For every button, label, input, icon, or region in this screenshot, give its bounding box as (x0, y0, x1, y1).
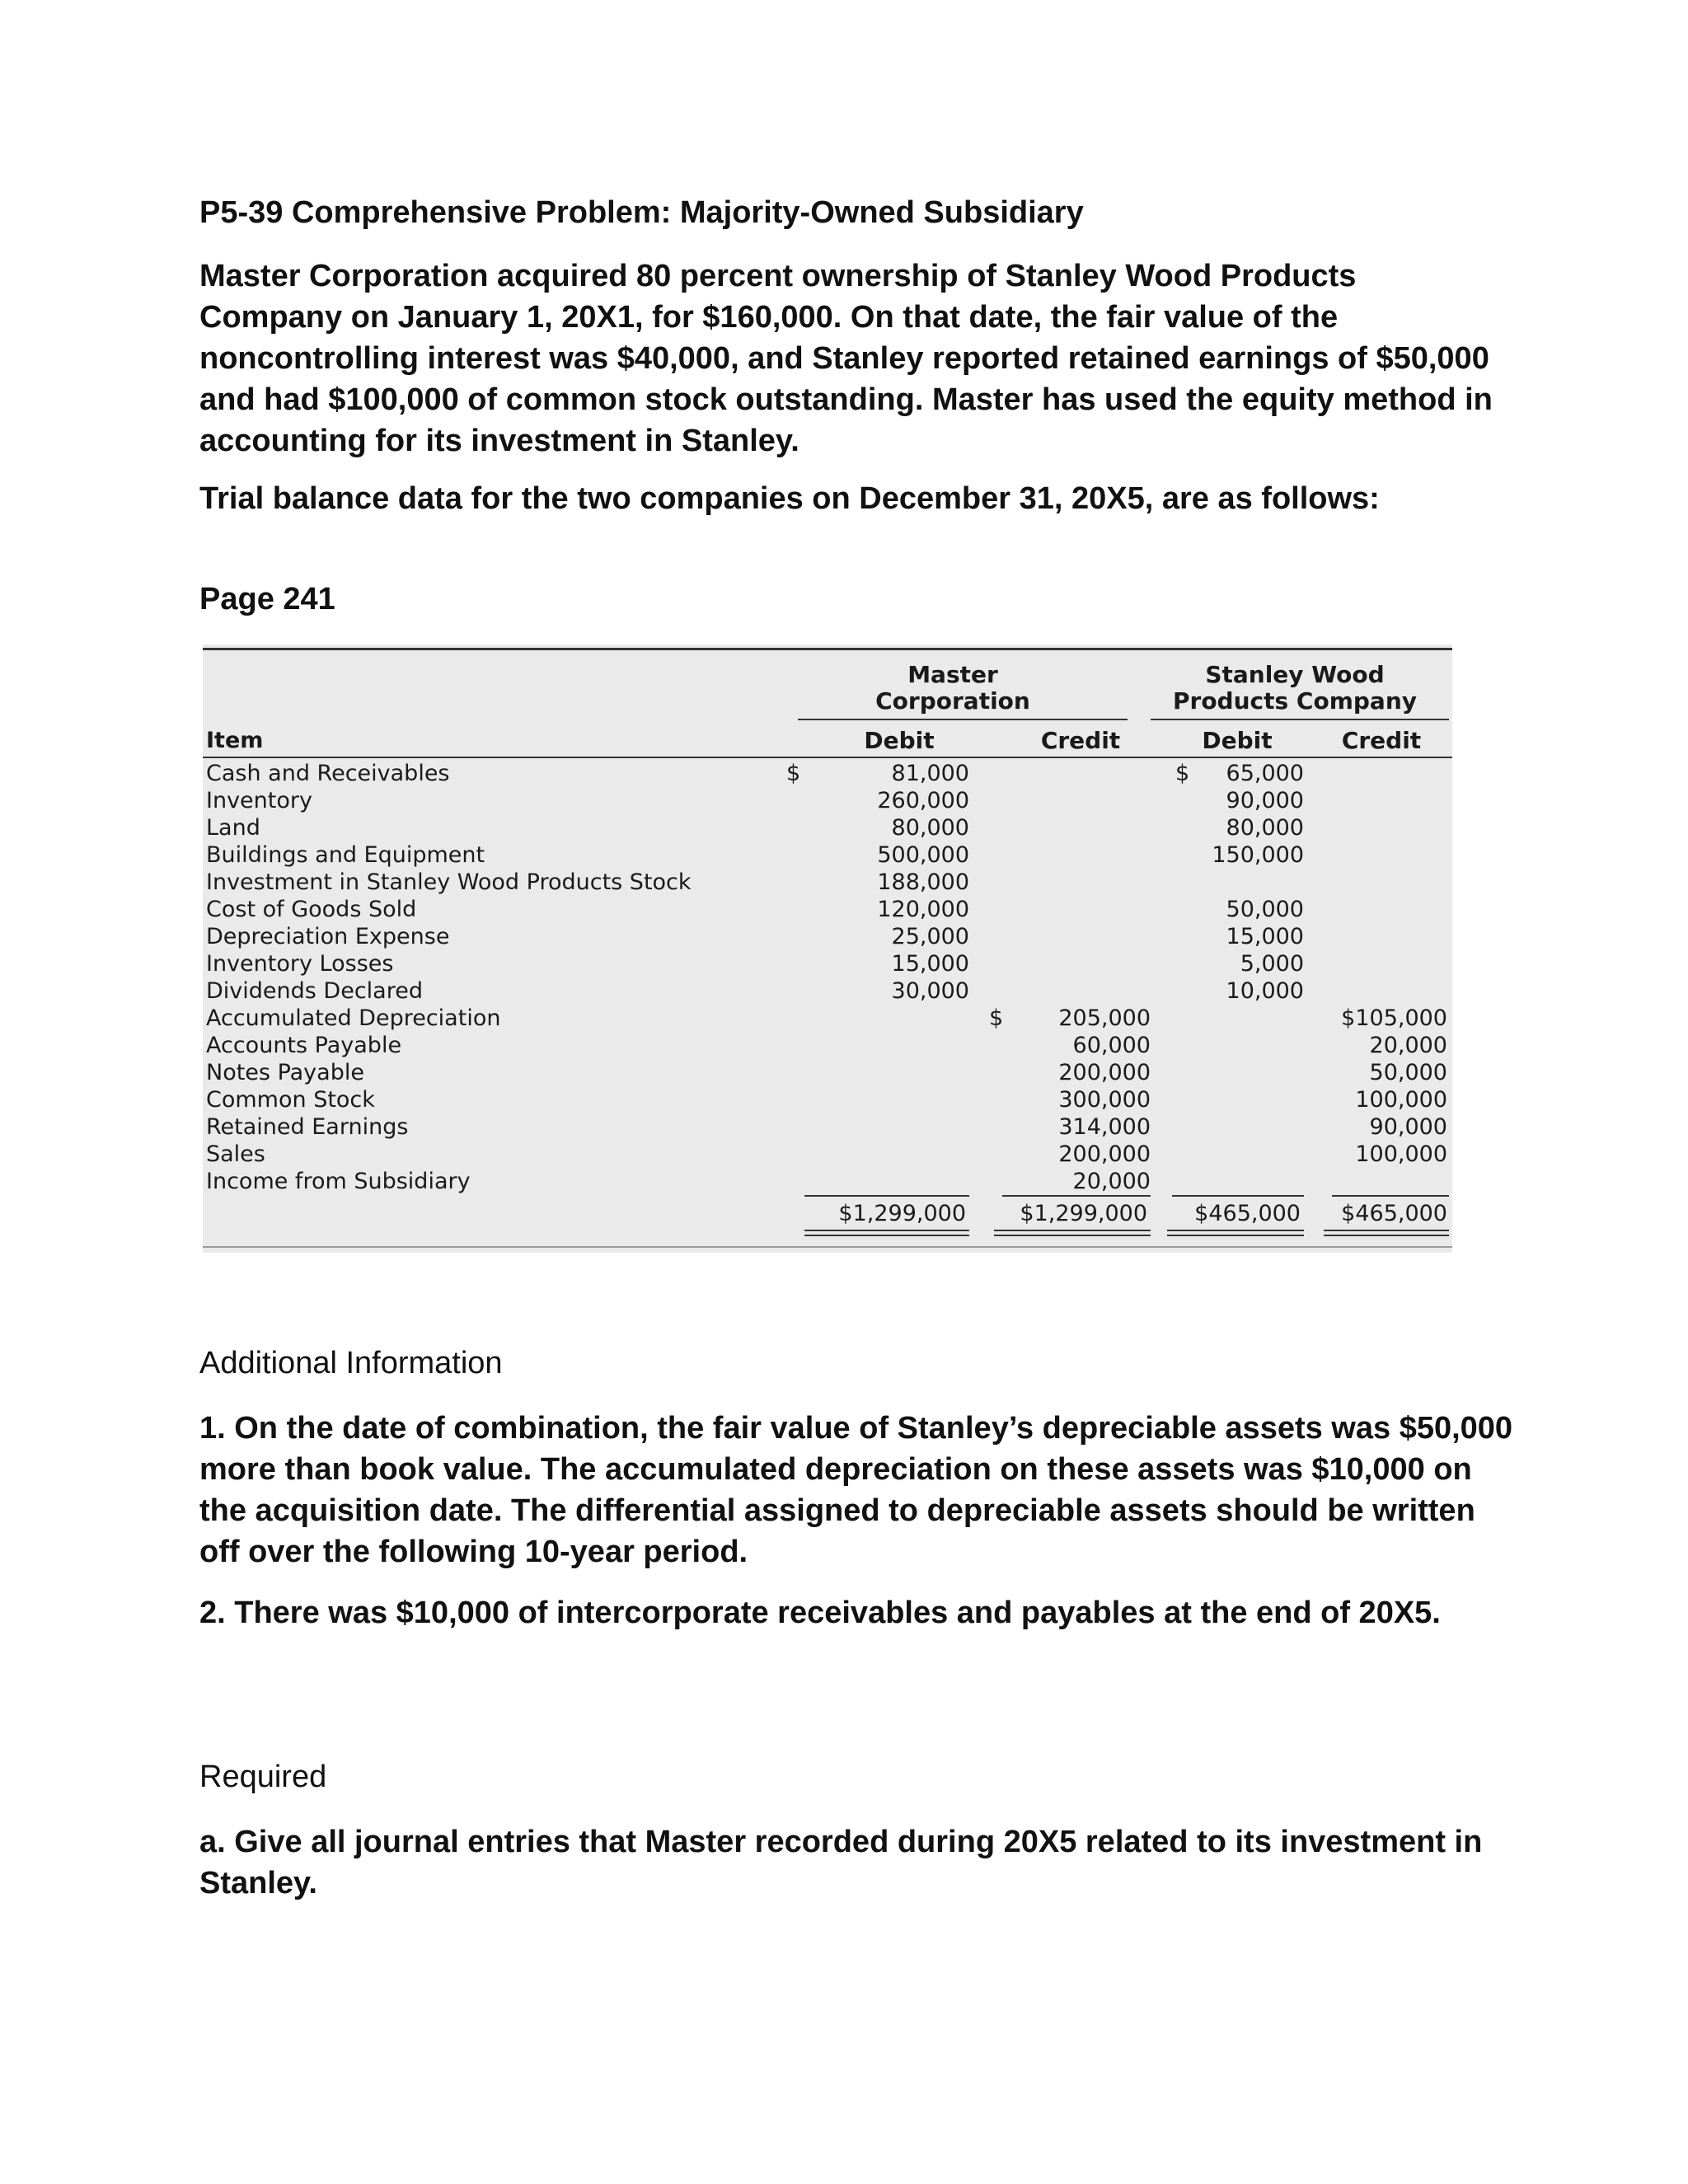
stanley-credit-header: Credit (1341, 727, 1422, 754)
master-debit-total: $1,299,000 (838, 1201, 966, 1226)
master-debit-cell: 15,000 (891, 951, 969, 977)
stanley-group-header-line1: Stanley Wood (1205, 661, 1385, 688)
problem-title-block (199, 193, 1502, 232)
stanley-credit-double-rule-2 (1324, 1235, 1449, 1236)
stanley-debit-cell: 65,000 (1226, 761, 1304, 786)
master-credit-double-rule-2 (994, 1235, 1151, 1236)
table-row (206, 1168, 1449, 1195)
stanley-group-header-line2: Products Company (1172, 687, 1418, 715)
row-item-label: Investment in Stanley Wood Products Stock (206, 869, 692, 895)
required-item-a: a. Give all journal entries that Master recorded during 20X5 related to its investment in Stanley. (199, 1825, 1483, 1900)
master-debit-cell: 30,000 (891, 978, 969, 1004)
master-debit-total-rule (804, 1195, 969, 1197)
row-item-label: Depreciation Expense (206, 924, 450, 949)
stanley-group-rule (1151, 719, 1449, 720)
page-label-block (199, 579, 1502, 620)
stanley-debit-total: $465,000 (1194, 1201, 1301, 1226)
row-item-label: Accounts Payable (206, 1033, 402, 1058)
intro-paragraph: Master Corporation acquired 80 percent ownership of Stanley Wood Products Company on January 1, 20X1, for $160,000. On that date, the fair value of the noncontrolling interest was $40,000, and Stanley reported retained earnings of $50,000 and had $100,000 of common stock outstanding. Master has used the equity method in accounting for its investment in Stanley. (199, 259, 1493, 458)
table-row (206, 814, 1449, 841)
stanley-debit-dollar-sign: $ (1175, 761, 1190, 786)
row-item-label: Accumulated Depreciation (206, 1005, 501, 1031)
page-label: Page 241 (199, 582, 335, 616)
info-item-1-block (199, 1408, 1518, 1572)
master-credit-header: Credit (1040, 727, 1121, 754)
stanley-credit-cell: 100,000 (1355, 1141, 1447, 1167)
stanley-debit-cell: 5,000 (1240, 951, 1304, 977)
master-debit-cell: 25,000 (891, 924, 969, 949)
master-debit-double-rule-2 (804, 1235, 969, 1236)
master-credit-cell: 300,000 (1058, 1087, 1151, 1113)
table-row (206, 923, 1449, 950)
master-credit-total: $1,299,000 (1020, 1201, 1147, 1226)
stanley-debit-header: Debit (1202, 727, 1273, 754)
stanley-debit-cell: 15,000 (1226, 924, 1304, 949)
required-a-block (199, 1821, 1502, 1904)
master-debit-cell: 188,000 (877, 869, 969, 895)
master-credit-cell: 60,000 (1072, 1033, 1151, 1058)
table-body (206, 760, 1449, 1195)
table-bottom-rule (203, 1246, 1452, 1248)
stanley-debit-double-rule-1 (1167, 1230, 1304, 1231)
master-debit-double-rule-1 (804, 1230, 969, 1231)
row-item-label: Common Stock (206, 1087, 375, 1113)
master-debit-cell: 80,000 (891, 815, 969, 841)
table-row (206, 841, 1449, 869)
master-credit-cell: 200,000 (1058, 1060, 1151, 1085)
row-item-label: Retained Earnings (206, 1114, 409, 1140)
stanley-debit-total-rule (1172, 1195, 1304, 1197)
header-rule (203, 757, 1452, 758)
table-row (206, 1141, 1449, 1168)
row-item-label: Inventory Losses (206, 951, 394, 977)
row-item-label: Land (206, 815, 260, 841)
info-item-2: 2. There was $10,000 of intercorporate receivables and payables at the end of 20X5. (199, 1596, 1441, 1630)
row-item-label: Sales (206, 1141, 265, 1167)
problem-title: P5-39 Comprehensive Problem: Majority-Owned Subsidiary (199, 195, 1084, 230)
row-item-label: Cash and Receivables (206, 761, 450, 786)
master-credit-cell: 205,000 (1058, 1005, 1151, 1031)
master-credit-cell: 20,000 (1072, 1169, 1151, 1194)
row-item-label: Income from Subsidiary (206, 1169, 471, 1194)
stanley-credit-cell: 20,000 (1369, 1033, 1447, 1058)
row-item-label: Dividends Declared (206, 978, 423, 1004)
required-heading: Required (199, 1760, 327, 1794)
info-item-2-block (199, 1592, 1502, 1633)
stanley-credit-total-rule (1332, 1195, 1449, 1197)
stanley-debit-cell: 90,000 (1226, 788, 1304, 813)
master-group-header-line1: Master (907, 661, 998, 688)
additional-info-heading-block (199, 1343, 1502, 1383)
row-item-label: Notes Payable (206, 1060, 364, 1085)
master-group-rule (798, 719, 1128, 720)
table-row (206, 896, 1449, 923)
row-item-label: Inventory (206, 788, 312, 813)
table-row (206, 977, 1449, 1005)
table-row (206, 869, 1449, 896)
stanley-credit-cell: 50,000 (1369, 1060, 1447, 1085)
master-debit-header: Debit (864, 727, 935, 754)
stanley-credit-cell: 100,000 (1355, 1087, 1447, 1113)
master-debit-cell: 120,000 (877, 897, 969, 922)
row-item-label: Buildings and Equipment (206, 842, 485, 868)
master-credit-cell: 314,000 (1058, 1114, 1151, 1140)
column-header-item: Item (206, 728, 264, 753)
master-credit-cell: 200,000 (1058, 1141, 1151, 1167)
stanley-debit-cell: 80,000 (1226, 815, 1304, 841)
master-credit-double-rule-1 (994, 1230, 1151, 1231)
master-debit-dollar-sign: $ (786, 761, 801, 786)
stanley-credit-cell: $105,000 (1341, 1005, 1447, 1031)
stanley-credit-total: $465,000 (1341, 1201, 1447, 1226)
master-debit-cell: 260,000 (877, 788, 969, 813)
stanley-debit-double-rule-2 (1167, 1235, 1304, 1236)
additional-info-heading: Additional Information (199, 1346, 503, 1380)
table-row (206, 1032, 1449, 1059)
table-row (206, 1005, 1449, 1032)
table-row (206, 950, 1449, 977)
table-row (206, 1113, 1449, 1141)
table-top-rule (203, 648, 1452, 650)
table-row (206, 1086, 1449, 1113)
table-row (206, 1059, 1449, 1086)
master-credit-dollar-sign: $ (989, 1005, 1004, 1031)
trial-intro-block (199, 478, 1502, 519)
stanley-credit-double-rule-1 (1324, 1230, 1449, 1231)
trial-balance-table (203, 644, 1452, 1253)
master-credit-total-rule (1002, 1195, 1151, 1197)
master-group-header-line2: Corporation (875, 687, 1030, 715)
stanley-credit-cell: 90,000 (1369, 1114, 1447, 1140)
stanley-debit-cell: 10,000 (1226, 978, 1304, 1004)
info-item-1: 1. On the date of combination, the fair value of Stanley’s depreciable assets was $50,000 more than book value. The accumulated depreciation on these assets was $10,000 on the acquisition date. The differential assigned to depreciable assets should be written off over the following 10-year period. (199, 1411, 1513, 1569)
intro-block (199, 255, 1502, 462)
master-debit-cell: 500,000 (877, 842, 969, 868)
table-row (206, 760, 1449, 787)
stanley-debit-cell: 150,000 (1212, 842, 1304, 868)
row-item-label: Cost of Goods Sold (206, 897, 417, 922)
required-heading-block (199, 1757, 1502, 1797)
trial-balance-intro: Trial balance data for the two companies on December 31, 20X5, are as follows: (199, 481, 1380, 516)
master-debit-cell: 81,000 (891, 761, 969, 786)
table-row (206, 787, 1449, 814)
stanley-debit-cell: 50,000 (1226, 897, 1304, 922)
